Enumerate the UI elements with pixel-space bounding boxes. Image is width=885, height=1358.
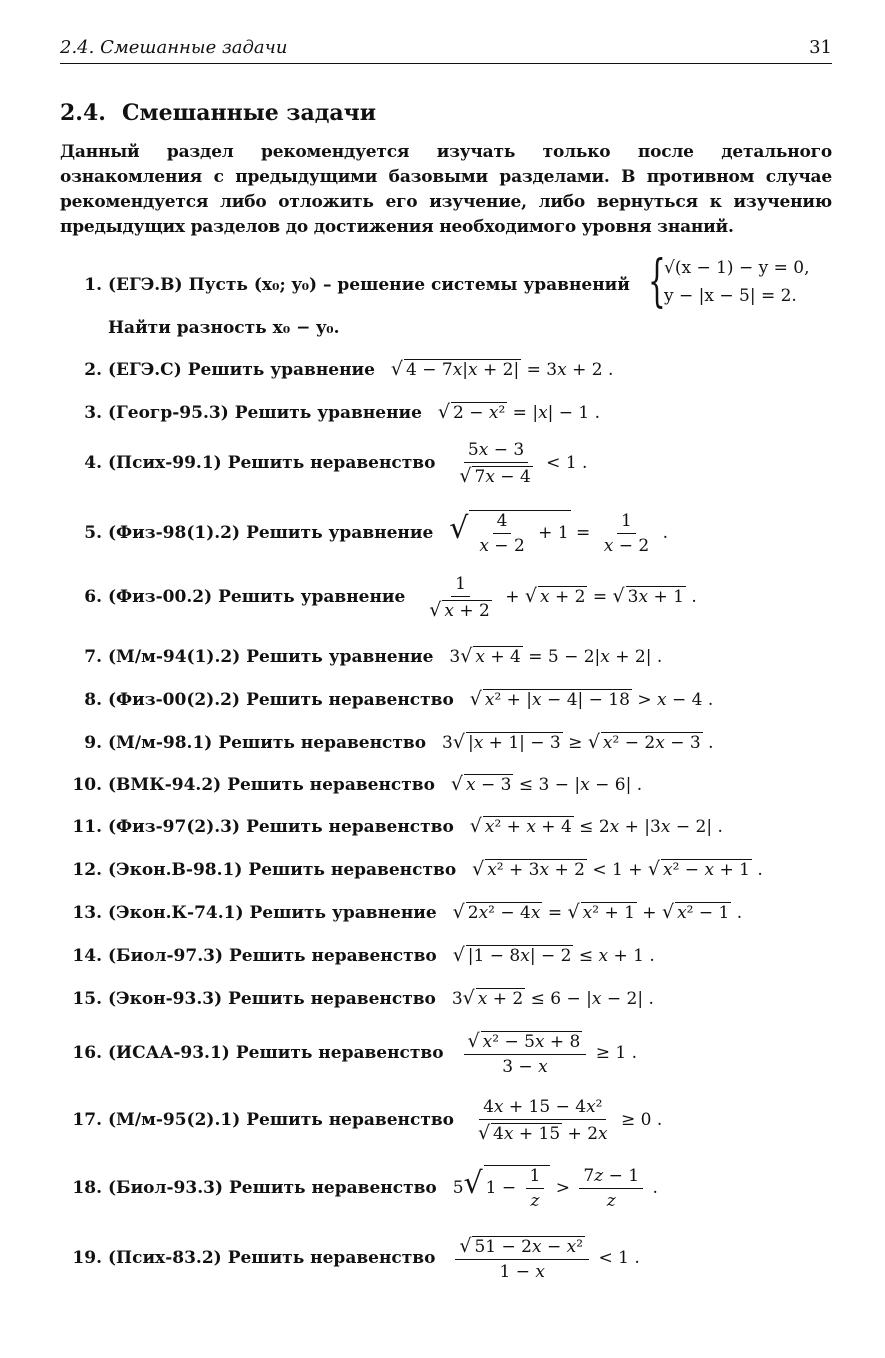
problem-13: 13. (Экон.К-74.1) Решить уравнение √ 2x² − 4x = √ x² + 1 + √ x² − 1 . [72,901,743,923]
problem-7: 7. (М/м-94(1).2) Решить уравнение 3√ x + 4 = 5 − 2|x + 2| . [84,645,663,667]
problem-8: 8. (Физ-00(2).2) Решить неравенство √ x² + |x − 4| − 18 > x − 4 . [84,688,714,710]
problem-5: 5. (Физ-98(1).2) Решить уравнение √ $\frac{4}{x - 2}$ + 1 = $\frac{1}{x - 2}$ . [84,511,668,556]
problem-16: 16. (ИСАА-93.1) Решить неравенство $\frac{\text{√ x² − 5x + 8}}{3 - x}$ ≥ 1 . [72,1030,638,1077]
formula: √ |1 − 8x| − 2 ≤ x + 1 . [452,944,655,966]
problem-18: 18. (Биол-93.3) Решить неравенство 5√ 1 − $\frac{1}{z}$ > $\frac{7z - 1}{z}$ . [72,1166,658,1211]
problem-2: 2. (ЕГЭ.С) Решить уравнение √ 4 − 7x|x + 2| = 3x + 2 . [84,358,614,380]
problem-11: 11. (Физ-97(2).3) Решить неравенство √ x² + x + 4 ≤ 2x + |3x − 2| . [72,815,723,837]
formula: 3√ x + 2 ≤ 6 − |x − 2| . [451,987,654,1009]
system-line-1: √(x − 1) − y = 0, [664,258,810,278]
formula: $\frac{5x - 3}{√ 7x - 4}$ < 1 . [459,440,588,487]
problem-15: 15. (Экон-93.3) Решить неравенство 3√ x + 2 ≤ 6 − |x − 2| . [72,987,654,1009]
formula: $\frac{1}{√ x + 2}$ + √ x + 2 = √ 3x + 1 . [429,574,697,621]
problem-6: 6. (Физ-00.2) Решить уравнение $\frac{1}{√ x + 2}$ + √ x + 2 = √ 3x + 1 . [84,574,697,621]
formula: √ x² + 3x + 2 < 1 + √ x² − x + 1 . [472,858,763,880]
problem-19: 19. (Псих-83.2) Решить неравенство $\frac{\text{√ 51 − 2x − x²}}{1 - x}$ < 1 . [72,1235,640,1282]
page-header [60,35,832,64]
formula: √ 2 − x² = |x| − 1 . [437,401,601,423]
problem-1-followup: Найти разность x₀ − y₀. [108,318,340,338]
formula: √ x² + |x − 4| − 18 > x − 4 . [469,688,714,710]
formula: √ x² + x + 4 ≤ 2x + |3x − 2| . [469,815,723,837]
formula: $\frac{\text{√ x² − 5x + 8}}{3 - x}$ ≥ 1 . [460,1043,638,1063]
formula: 3√ |x + 1| − 3 ≥ √ x² − 2x − 3 . [442,731,714,753]
problem-1: 1. (ЕГЭ.В) Пусть (x₀; y₀) – решение системы уравнений [84,275,630,295]
formula: 3√ x + 4 = 5 − 2|x + 2| . [449,645,663,667]
formula: 5√ 1 − $\frac{1}{z}$ > $\frac{7z - 1}{z}$ . [452,1166,658,1211]
problem-3: 3. (Геогр-95.3) Решить уравнение √ 2 − x² = |x| − 1 . [84,401,601,423]
problem-17: 17. (М/м-95(2).1) Решить неравенство $\frac{\text{4x + 15 − 4x²}}{√ 4x + 15 + 2x}$ ≥ 0 . [72,1097,663,1144]
section-number: 2.4. [60,100,106,126]
problem-4: 4. (Псих-99.1) Решить неравенство $\frac{5x - 3}{√ 7x - 4}$ < 1 . [84,440,588,487]
problem-1-task: Пусть (x₀; y₀) – решение системы уравнений [188,275,630,295]
problem-9: 9. (М/м-98.1) Решить неравенство 3√ |x + 1| − 3 ≥ √ x² − 2x − 3 . [84,731,714,753]
system-line-2: y − |x − 5| = 2. [664,286,797,306]
page-number: 31 [809,37,832,58]
problem-10: 10. (ВМК-94.2) Решить неравенство √ x − 3 ≤ 3 − |x − 6| . [72,773,643,795]
formula: √ x − 3 ≤ 3 − |x − 6| . [450,773,643,795]
problem-14: 14. (Биол-97.3) Решить неравенство √ |1 − 8x| − 2 ≤ x + 1 . [72,944,655,966]
running-head: 2.4. Смешанные задачи [60,37,288,58]
formula: √ 4 − 7x|x + 2| = 3x + 2 . [390,358,614,380]
section-title-text: Смешанные задачи [122,100,377,126]
formula: $\frac{\text{√ 51 − 2x − x²}}{1 - x}$ < 1 . [451,1248,639,1268]
problem-12: 12. (Экон.В-98.1) Решить неравенство √ x² + 3x + 2 < 1 + √ x² − x + 1 . [72,858,763,880]
intro-paragraph: Данный раздел рекомендуется изучать только после детального ознакомления с предыдущими базовыми разделами. В противном случае рекомендуется либо отложить его изучение, либо вернуться к изучению предыдущих разделов до достижения необходимого уровня знаний. [60,142,832,237]
formula: √ 2x² − 4x = √ x² + 1 + √ x² − 1 . [452,901,743,923]
formula: √ $\frac{4}{x - 2}$ + 1 = $\frac{1}{x - 2}$ . [449,511,668,556]
section-title [60,100,376,126]
formula: $\frac{\text{4x + 15 − 4x²}}{√ 4x + 15 + 2x}$ ≥ 0 . [477,1097,663,1144]
